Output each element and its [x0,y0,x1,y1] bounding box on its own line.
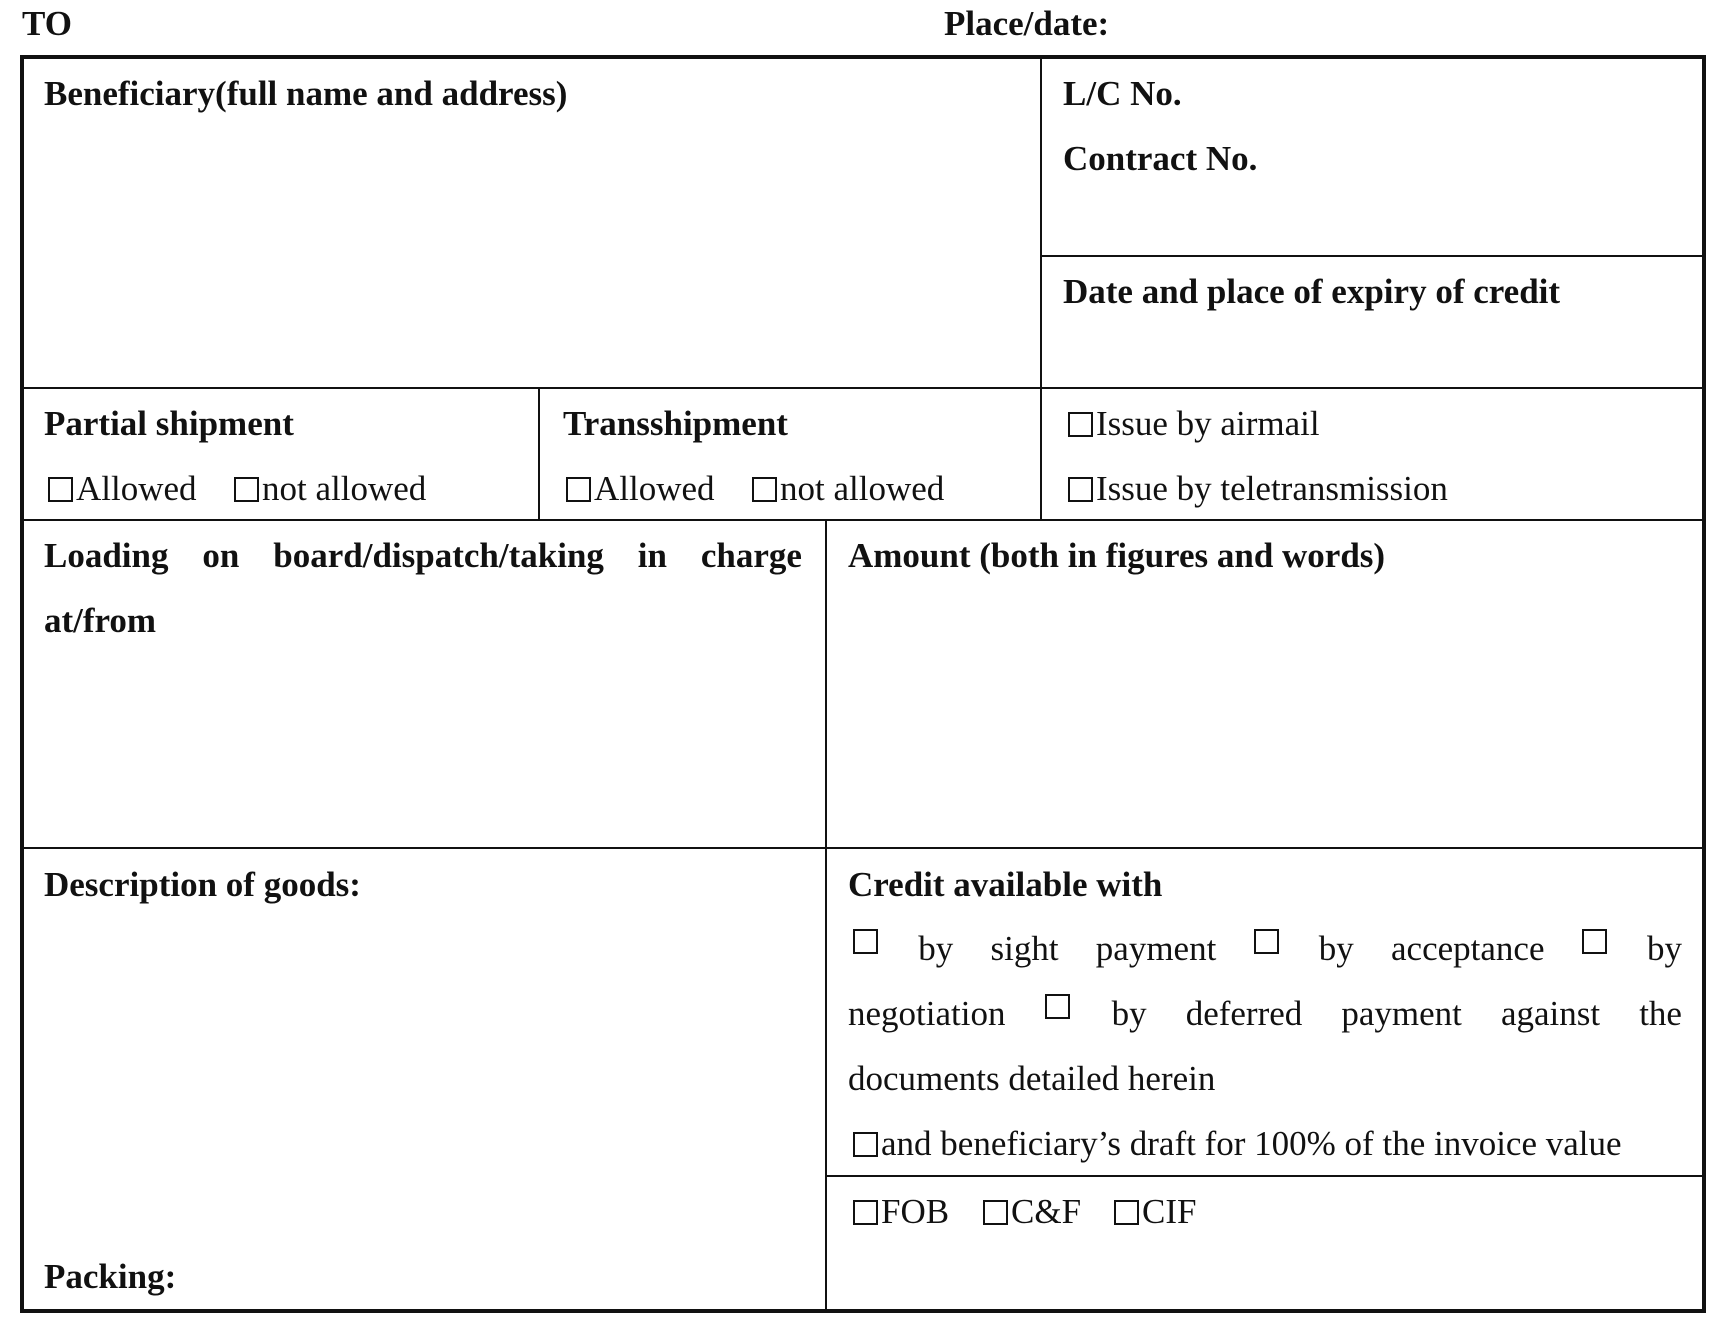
checkbox[interactable] [1068,412,1093,437]
amount-label: Amount (both in figures and words) [848,536,1386,575]
checkbox[interactable] [983,1200,1008,1225]
checkbox[interactable] [1068,477,1093,502]
expiry-label: Date and place of expiry of credit [1063,272,1561,311]
lc-no-field[interactable] [1200,66,1690,118]
beneficiary-label: Beneficiary(full name and address) [44,74,568,113]
checkbox[interactable] [853,1200,878,1225]
description-field[interactable] [44,912,804,1262]
place-date-label: Place/date: [944,4,1110,43]
checkbox[interactable] [853,1132,878,1157]
cif-option[interactable]: CIF [1114,1192,1196,1232]
checkbox[interactable] [752,477,777,502]
contract-no-field[interactable] [1280,131,1690,241]
partial-allowed-option[interactable]: Allowed [48,469,197,509]
checkbox[interactable] [48,477,73,502]
description-label: Description of goods: [44,865,361,904]
checkbox[interactable] [234,477,259,502]
draft-option[interactable]: and beneficiary’s draft for 100% of the invoice value [853,1124,1622,1164]
expiry-field[interactable] [1063,318,1693,380]
to-label: TO [22,4,72,43]
partial-not-allowed-option[interactable]: not allowed [234,469,426,509]
credit-options-line1: by sight payment by acceptance by [853,929,1682,969]
credit-options-line2: negotiation by deferred payment against the [848,994,1682,1033]
fob-option[interactable]: FOB [853,1192,949,1232]
transship-not-allowed-option[interactable]: not allowed [752,469,944,509]
transshipment-label: Transshipment [563,404,788,443]
credit-available-label: Credit available with [848,865,1163,904]
beneficiary-field[interactable] [44,122,1024,372]
checkbox[interactable] [566,477,591,502]
cf-option[interactable]: C&F [983,1192,1081,1232]
issue-airmail-option[interactable]: Issue by airmail [1068,404,1320,444]
loading-label-line2: at/from [44,601,157,640]
loading-label-line1: Loading on board/dispatch/taking in charge [44,536,802,575]
transship-allowed-option[interactable]: Allowed [566,469,715,509]
contract-no-label: Contract No. [1063,139,1258,178]
amount-field[interactable] [848,584,1693,836]
acceptance-checkbox[interactable] [1254,929,1279,954]
packing-label: Packing: [44,1257,177,1296]
loading-field[interactable] [44,648,804,838]
sight-payment-checkbox[interactable] [853,929,878,954]
deferred-payment-checkbox[interactable] [1045,994,1070,1019]
partial-shipment-label: Partial shipment [44,404,294,443]
issue-teletransmission-option[interactable]: Issue by teletransmission [1068,469,1448,509]
lc-no-label: L/C No. [1063,74,1182,113]
credit-options-line3: documents detailed herein [848,1059,1216,1098]
checkbox[interactable] [1114,1200,1139,1225]
negotiation-checkbox[interactable] [1582,929,1607,954]
